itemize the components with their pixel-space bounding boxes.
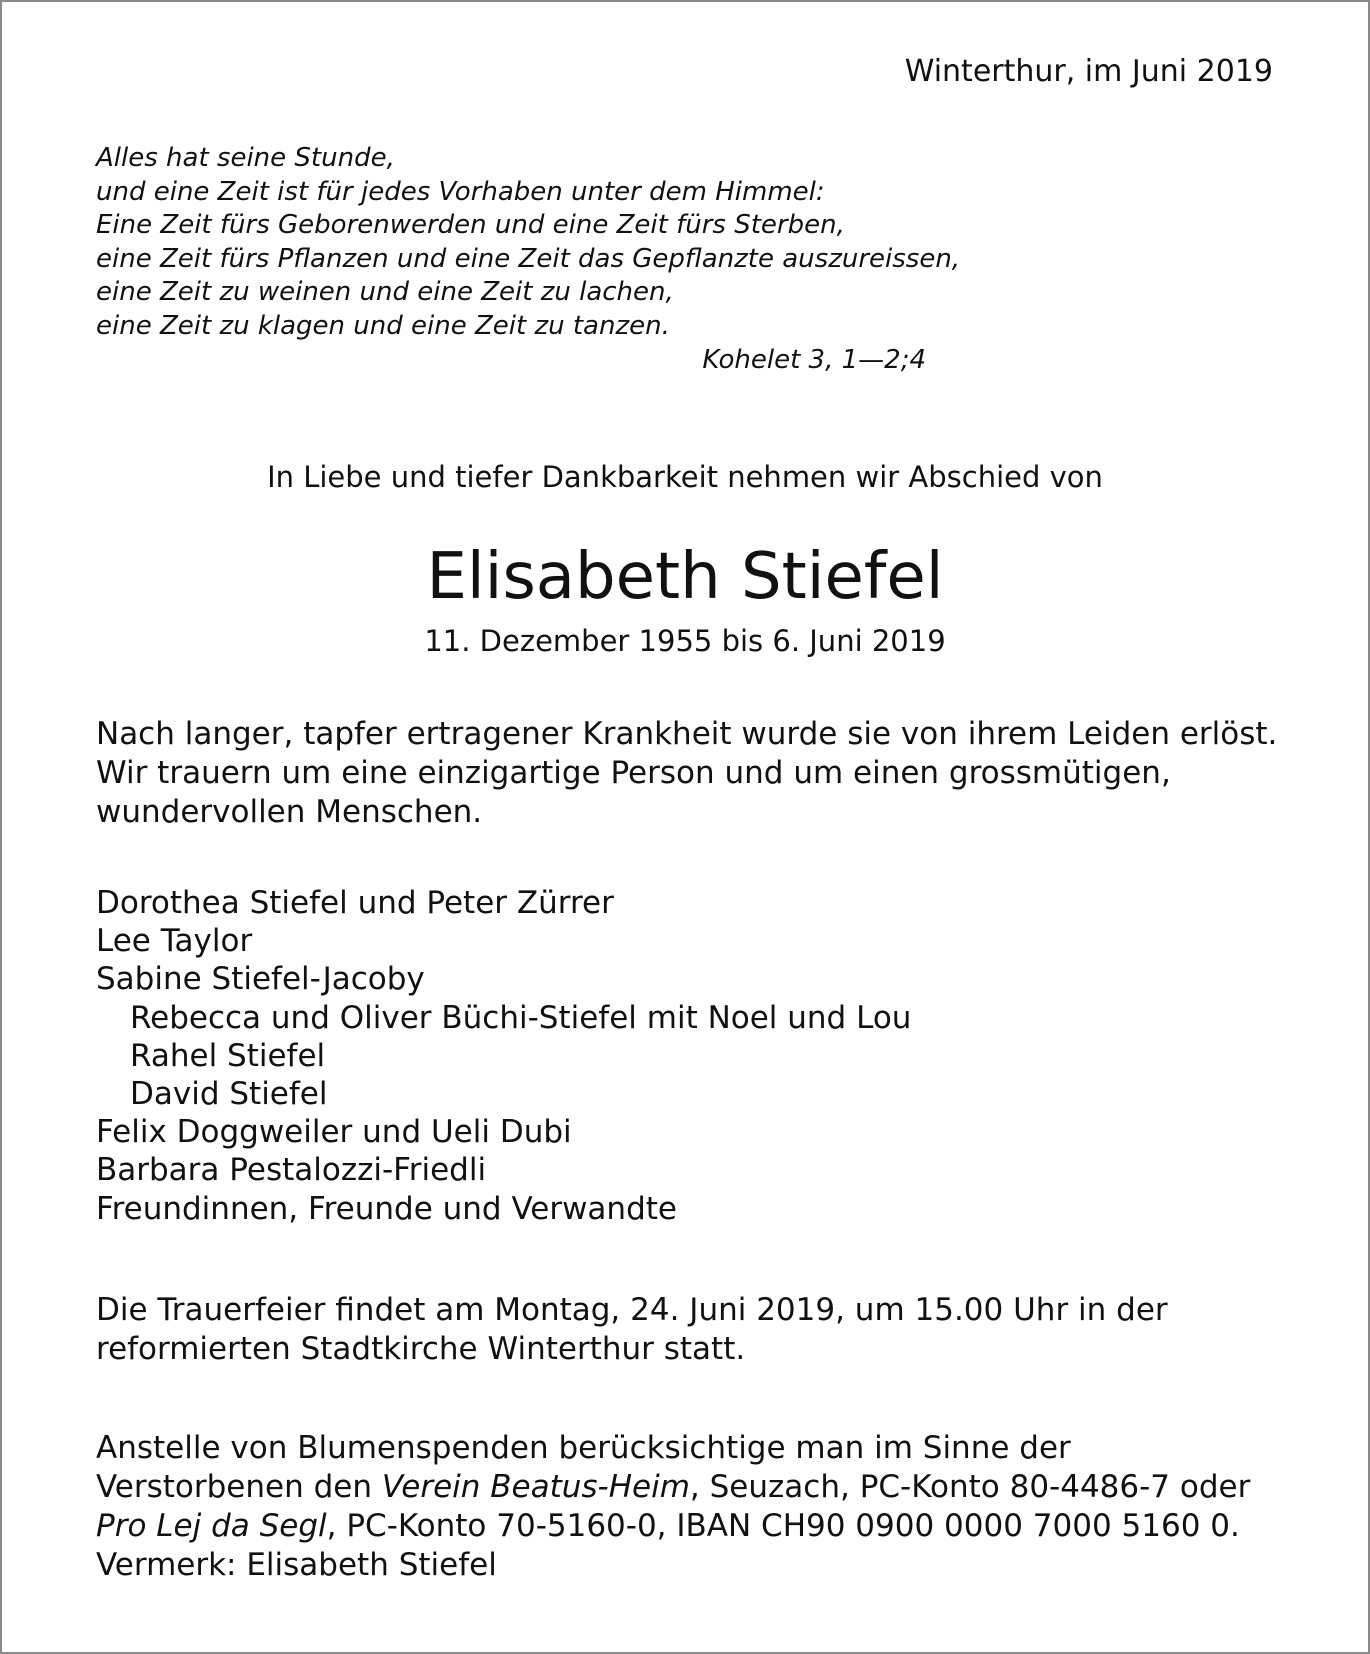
verse-line: eine Zeit fürs Pflanzen und eine Zeit das Gepflanzte auszureissen, [96, 243, 961, 274]
place-date: Winterthur, im Juni 2019 [904, 54, 1273, 89]
message-line: wundervollen Menschen. [96, 794, 483, 830]
deceased-name: Elisabeth Stiefel [426, 540, 944, 614]
donation-line [96, 1468, 1336, 1507]
mourner-name: Barbara Pestalozzi-Friedli [96, 1152, 487, 1189]
charity-name: Verein Beatus-Heim [381, 1469, 690, 1505]
intro-text: In Liebe und tiefer Dankbarkeit nehmen wir Abschied von [267, 460, 1103, 494]
funeral-service-info [96, 1291, 1336, 1369]
message-line: Wir trauern um eine einzigartige Person und um einen grossmütigen, [96, 755, 1171, 791]
mourner-name: Felix Doggweiler und Ueli Dubi [96, 1114, 572, 1151]
donation-line: Vermerk: Elisabeth Stiefel [96, 1547, 497, 1583]
verse-line: eine Zeit zu klagen und eine Zeit zu tanzen. [96, 310, 670, 341]
donation-info [96, 1429, 1336, 1585]
mourners-list [96, 884, 1336, 1228]
donation-text: , PC-Konto 70-5160-0, IBAN CH90 0900 0000 7000 5160 0. [326, 1508, 1240, 1544]
donation-line: Anstelle von Blumenspenden berücksichtige man im Sinne der [96, 1430, 1071, 1466]
donation-text: Verstorbenen den [96, 1469, 382, 1505]
mourner-name: David Stiefel [130, 1076, 328, 1113]
verse-reference: Kohelet 3, 1—2;4 [702, 344, 926, 375]
message-paragraph [96, 715, 1336, 832]
mourner-name: Rebecca und Oliver Büchi-Stiefel mit Noel und Lou [130, 999, 912, 1036]
donation-line [96, 1507, 1336, 1546]
mourner-name: Sabine Stiefel-Jacoby [96, 961, 425, 998]
life-dates: 11. Dezember 1955 bis 6. Juni 2019 [424, 624, 946, 658]
mourner-name: Freundinnen, Freunde und Verwandte [96, 1190, 677, 1227]
verse-line: und eine Zeit ist für jedes Vorhaben unter dem Himmel: [96, 176, 825, 207]
service-line: reformierten Stadtkirche Winterthur statt. [96, 1331, 746, 1367]
mourner-name: Rahel Stiefel [130, 1037, 326, 1074]
mourner-name: Lee Taylor [96, 923, 253, 960]
message-line: Nach langer, tapfer ertragener Krankheit wurde sie von ihrem Leiden erlöst. [96, 716, 1278, 752]
verse-line: eine Zeit zu weinen und eine Zeit zu lachen, [96, 277, 674, 308]
mourner-name: Dorothea Stiefel und Peter Zürrer [96, 885, 614, 921]
service-line: Die Trauerfeier findet am Montag, 24. Juni 2019, um 15.00 Uhr in der [96, 1292, 1168, 1328]
charity-name: Pro Lej da Segl [96, 1508, 327, 1544]
donation-text: , Seuzach, PC-Konto 80-4486-7 oder [689, 1469, 1251, 1505]
verse-line: Eine Zeit fürs Geborenwerden und eine Zeit fürs Sterben, [96, 210, 845, 241]
bible-verse [96, 142, 961, 377]
verse-line: Alles hat seine Stunde, [96, 143, 395, 173]
